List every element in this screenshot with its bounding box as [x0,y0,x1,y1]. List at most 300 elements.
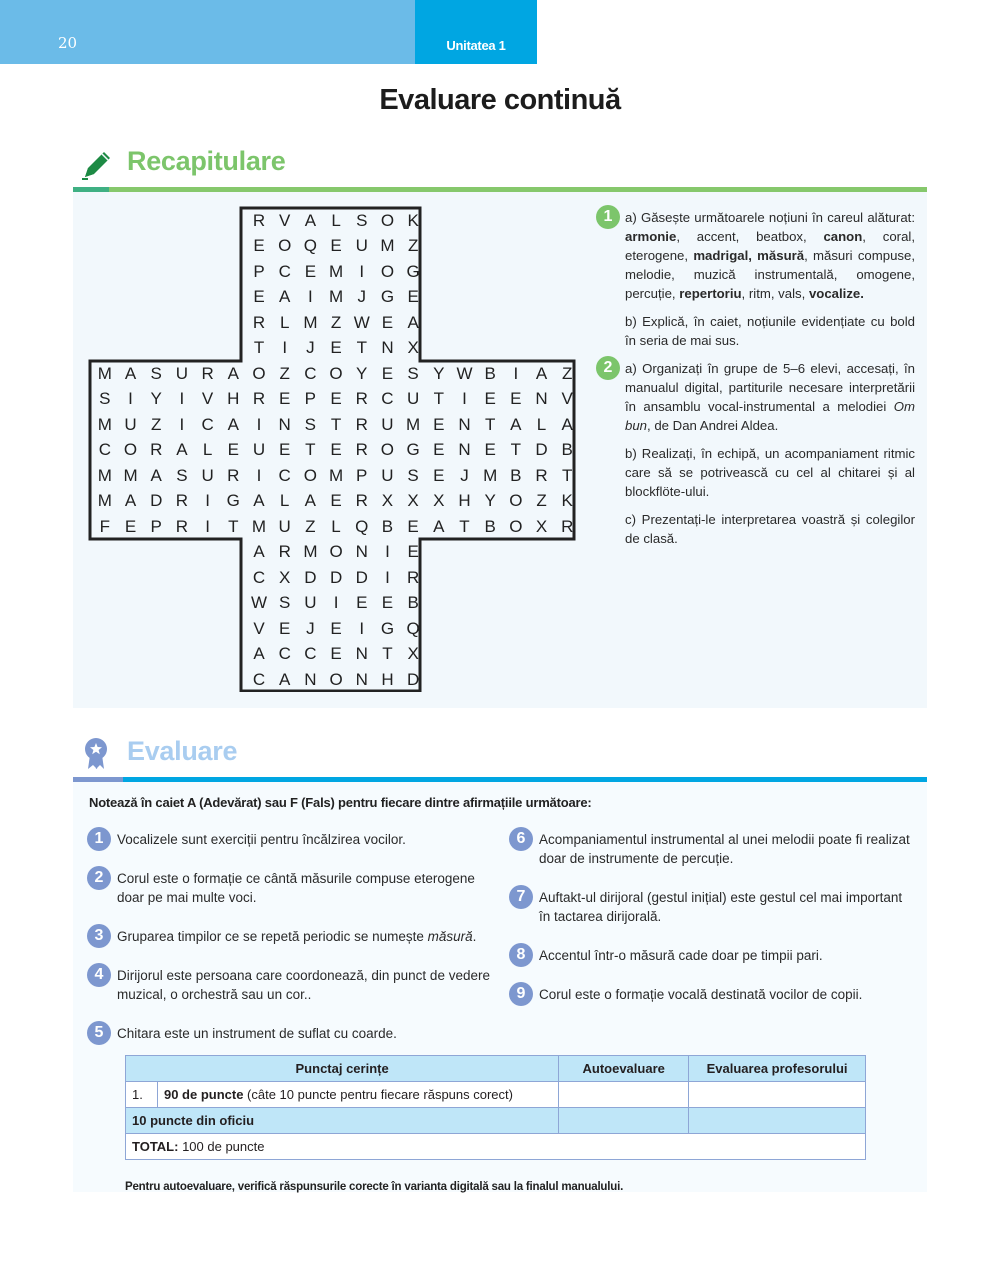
word-search-letter: V [279,210,291,230]
word-search-letter: S [304,414,317,434]
word-search-letter: A [253,491,265,511]
word-search-letter: A [176,440,188,460]
word-search-letter: O [329,669,343,689]
word-search-letter: Y [150,389,162,409]
word-search-letter: X [279,567,291,587]
task-number-badge: 2 [596,356,620,380]
word-search-letter: A [561,414,573,434]
word-search-letter: L [331,210,341,230]
word-search-letter: N [278,414,291,434]
word-search-letter: C [304,363,317,383]
word-search-letter: O [380,261,395,281]
word-search-letter: Z [536,491,547,511]
word-search-letter: A [124,491,137,511]
word-search-letter: G [380,618,395,638]
word-search-letter: M [123,465,138,485]
word-search-letter: A [150,465,162,485]
word-search-letter: G [226,491,240,511]
word-search-letter: E [330,236,342,256]
statement-number-badge: 7 [509,885,533,909]
statement-number-badge: 4 [87,963,111,987]
word-search-letter: P [150,516,162,536]
text-segment: , măsuri compuse, melodie, muzică instrumentală, omogene, percuție, [625,248,915,301]
statement-text [117,966,497,1004]
statement-number-badge: 3 [87,924,111,948]
word-search-letter: G [406,440,420,460]
word-search-letter: M [97,363,112,383]
task-part [625,312,915,350]
word-search-letter: O [509,516,523,536]
word-search-letter: M [97,491,112,511]
word-search-letter: Q [303,236,318,256]
text-segment: canon [823,229,863,244]
task-number-badge: 1 [596,205,620,229]
word-search-letter: D [329,567,343,587]
word-search-letter: I [359,261,365,281]
word-search-letter: K [407,210,419,230]
word-search-letter: H [227,389,240,409]
word-search-letter: E [484,389,496,409]
header-evaluarea-profesorului: Evaluarea profesorului [689,1056,866,1082]
word-search-row [92,361,580,387]
word-search-letter: A [407,312,419,332]
statement-text [539,985,917,1004]
total-label: TOTAL: [132,1139,179,1154]
word-search-letter: V [201,389,214,409]
statement-6 [509,830,917,868]
word-search-letter: I [256,465,262,485]
word-search-letter: S [407,465,419,485]
word-search-letter: D [535,440,548,460]
word-search-letter: I [282,338,288,358]
word-search-letter: R [355,414,368,434]
word-search-letter: C [252,567,266,587]
word-search-letter: T [253,338,265,358]
text-segment: Corul este o formație ce cântă măsurile compuse eterogene doar pe mai multe voci. [117,871,475,905]
word-search-letter: T [356,338,367,358]
word-search-letter: R [561,516,574,536]
statement-1 [87,830,497,849]
word-search-row [92,412,580,438]
word-search-letter: E [278,389,291,409]
word-search-letter: I [205,491,210,511]
statement-9 [509,985,917,1004]
word-search-letter: N [355,644,368,664]
word-search-row [92,438,580,464]
word-search-letter: E [253,287,265,307]
word-search-letter: W [456,363,473,383]
statement-text [539,946,917,965]
task-1 [593,208,915,350]
word-search-letter: O [380,210,395,230]
statement-3 [87,927,497,946]
word-search-letter: C [278,465,291,485]
word-search-letter: C [278,644,291,664]
score-table-header [126,1056,866,1082]
header-punctaj: Punctaj cerințe [126,1056,559,1082]
word-search-letter: J [357,287,367,307]
word-search-letter: T [228,516,239,536]
word-search-letter: E [304,261,317,281]
word-search-letter: E [124,516,137,536]
row-points [157,1082,558,1108]
word-search-letter: E [330,491,342,511]
word-search-letter: I [308,287,313,307]
word-search-letter: L [536,414,547,434]
word-search-letter: X [535,516,548,536]
word-search-row [246,642,426,668]
word-search-letter: I [205,516,210,536]
word-search-letter: L [279,491,290,511]
autoevaluare-cell[interactable] [559,1108,689,1134]
word-search-letter: R [355,491,368,511]
word-search-row [246,208,426,234]
word-search-row [246,234,426,260]
word-search-letter: M [97,414,112,434]
word-search-letter: E [381,363,394,383]
word-search-row [92,514,580,540]
word-search-letter: I [333,593,339,613]
word-search-letter: M [329,261,344,281]
recapitulare-tasks [593,208,915,557]
word-search-letter: M [303,312,318,332]
word-search-letter: A [304,210,317,230]
word-search-letter: E [279,618,291,638]
word-search-letter: U [278,516,291,536]
footnote: Pentru autoevaluare, verifică răspunsurile corecte în varianta digitală sau la finalul manualului. [125,1181,624,1193]
word-search-letter: H [458,491,471,511]
evaluare-section-header [73,732,927,782]
text-segment: Auftakt-ul dirijoral (gestul inițial) este gestul cel mai important în tactarea dirijorală. [539,890,903,924]
word-search-letter: A [304,491,317,511]
word-search-letter: R [355,389,368,409]
word-search-letter: R [252,389,266,409]
autoevaluare-cell[interactable] [559,1082,689,1108]
word-search-letter: N [381,338,394,358]
word-search-letter: L [279,312,290,332]
word-search-letter: Z [151,414,162,434]
word-search-letter: K [561,491,573,511]
word-search-letter: R [355,440,368,460]
word-search-letter: E [330,338,342,358]
word-search-letter: X [407,491,419,511]
word-search-letter: R [175,491,189,511]
word-search-letter: M [380,236,395,256]
task-2 [593,359,915,548]
word-search-letter: B [561,440,573,460]
word-search-letter: M [251,516,267,536]
word-search-letter: U [381,465,394,485]
word-search-letter: B [407,593,419,613]
word-search-letter: A [535,363,548,383]
word-search-letter: I [179,389,185,409]
word-search-letter: C [278,261,291,281]
word-search-letter: C [252,669,266,689]
table-row [126,1134,866,1160]
word-search-letter: X [407,338,419,358]
row-oficiu: 10 puncte din oficiu [126,1108,559,1134]
word-search-letter: A [124,363,137,383]
word-search-letter: C [98,440,111,460]
word-search-letter: N [535,389,548,409]
pencil-icon [79,146,113,180]
word-search-letter: U [201,465,214,485]
word-search-row [246,336,426,362]
word-search-letter: T [562,465,573,485]
word-search-letter: I [128,389,133,409]
word-search-letter: I [256,414,262,434]
word-search-letter: E [407,287,419,307]
word-search-letter: E [433,440,445,460]
word-search-letter: O [252,363,266,383]
word-search-letter: V [253,618,265,638]
word-search-letter: B [381,516,394,536]
word-search-letter: B [510,465,522,485]
word-search-letter: E [330,389,342,409]
word-search-letter: U [175,363,189,383]
text-segment: Vocalizele sunt exerciții pentru încălzirea vocilor. [117,832,406,847]
text-segment: a) Organizați în grupe de 5–6 elevi, accesați, în manualul digital, partiturile necesare interpretării în ansamblu vocal-instrumental a melodiei [625,361,915,414]
text-segment: Corul este o formație vocală destinată vocilor de copii. [539,987,863,1002]
evaluare-instruction: Notează în caiet A (Adevărat) sau F (Fals) pentru fiecare dintre afirmațiile următoare: [89,795,592,810]
word-search-letter: A [227,414,239,434]
word-search-letter: F [99,516,111,536]
word-search-letter: Z [279,363,290,383]
word-search-letter: R [201,363,214,383]
word-search-letter: N [355,542,368,562]
row-total [126,1134,866,1160]
text-segment: Dirijorul este persoana care coordonează, din punct de vedere muzical, o orchestră sau un cor.. [117,968,490,1002]
word-search-letter: M [329,287,344,307]
word-search-letter: M [303,542,318,562]
word-search-letter: W [251,593,268,613]
word-search-letter: X [381,491,394,511]
header-autoevaluare: Autoevaluare [559,1056,689,1082]
word-search-letter: E [433,414,445,434]
word-search-letter: E [227,440,239,460]
statement-number-badge: 6 [509,827,533,851]
word-search-row [246,540,426,566]
statement-text [117,830,497,849]
word-search-letter: D [304,567,317,587]
word-search-letter: I [513,363,519,383]
word-search-letter: U [304,593,317,613]
word-search-letter: E [407,516,419,536]
word-search-letter: G [406,261,420,281]
word-search-letter: Y [356,363,368,383]
word-search-letter: A [253,644,265,664]
text-segment: , de Dan Andrei Aldea. [647,418,779,433]
text-segment: , accent, beatbox, [676,229,824,244]
word-search-letter: T [330,414,342,434]
text-segment: Accentul într-o măsură cade doar pe timpii pari. [539,948,823,963]
word-search-letter: H [381,669,394,689]
statement-number-badge: 8 [509,943,533,967]
text-segment: Chitara este un instrument de suflat cu coarde. [117,1026,397,1041]
word-search-letter: E [330,440,342,460]
word-search-row [246,616,426,642]
evaluare-panel [73,782,927,1192]
word-search-letter: O [278,236,292,256]
word-search-letter: T [510,440,522,460]
profesor-cell[interactable] [689,1108,866,1134]
word-search-letter: S [99,389,111,409]
word-search-row [246,591,426,617]
word-search-letter: T [305,440,316,460]
task-part [625,359,915,435]
word-search-letter: B [484,363,496,383]
word-search-letter: S [407,363,419,383]
word-search-letter: A [253,542,265,562]
word-search-letter: Y [484,491,496,511]
word-search-row [246,565,426,591]
text-segment: vocalize. [808,286,864,301]
word-search-letter: L [202,440,213,460]
text-segment: a) Găsește următoarele noțiuni în careul alăturat: [625,210,915,225]
word-search-letter: E [278,440,291,460]
word-search-letter: Q [355,516,369,536]
word-search-letter: R [150,440,163,460]
word-search-letter: N [355,669,368,689]
word-search-letter: C [304,644,317,664]
word-search-letter: V [561,389,573,409]
statement-4 [87,966,497,1004]
statement-text [117,869,497,907]
word-search-letter: O [329,542,343,562]
unit-label: Unitatea 1 [446,38,506,53]
word-search-row [92,489,580,515]
word-search-letter: U [381,414,394,434]
statement-7 [509,888,917,926]
word-search-letter: N [458,440,471,460]
word-search-letter: E [381,593,394,613]
word-search-letter: I [385,542,390,562]
statement-number-badge: 1 [87,827,111,851]
word-search-letter: O [123,440,138,460]
word-search-letter: O [380,440,395,460]
evaluare-title: Evaluare [127,736,238,766]
word-search-row [246,667,426,693]
word-search-letter: Y [433,363,445,383]
word-search-letter: R [535,465,548,485]
word-search-letter: Z [305,516,316,536]
word-search-row [246,285,426,311]
recapitulare-section-header [73,142,927,192]
word-search-letter: J [460,465,469,485]
word-search-letter: U [124,414,137,434]
word-search-letter: I [179,414,185,434]
word-search-letter: S [176,465,188,485]
word-search-letter: E [356,593,368,613]
word-search-letter: I [385,567,390,587]
word-search-letter: T [484,414,496,434]
word-search-letter: Z [407,236,419,256]
text-segment: măsură [427,929,473,944]
word-search-letter: E [330,618,342,638]
table-row [126,1082,866,1108]
text-segment: . [472,929,477,944]
row-index: 1. [126,1082,158,1108]
word-search-letter: X [433,491,445,511]
row-points-bold: 90 de puncte [163,1087,244,1102]
word-search-letter: N [458,414,471,434]
recapitulare-panel [73,192,927,708]
word-search-letter: A [279,287,291,307]
word-search-letter: N [304,669,317,689]
word-search-letter: O [509,491,523,511]
word-search-letter: S [356,210,368,230]
word-search-letter: R [252,312,266,332]
word-search-letter: D [407,669,420,689]
word-search-letter: M [483,465,498,485]
profesor-cell[interactable] [689,1082,866,1108]
word-search-letter: M [406,414,421,434]
word-search-row [246,310,426,336]
word-search-letter: A [510,414,522,434]
word-search-letter: P [253,261,265,281]
text-segment: , coral, eterogene, [625,229,915,263]
statement-number-badge: 5 [87,1021,111,1045]
word-search-letter: U [406,389,420,409]
word-search-letter: A [279,669,291,689]
word-search-letter: U [252,440,266,460]
word-search-letter: W [353,312,370,332]
word-search-letter: Q [406,618,420,638]
task-part [625,208,915,303]
word-search-letter: E [433,465,445,485]
word-search-row [246,259,426,285]
word-search-letter: U [355,236,368,256]
word-search-letter: J [306,338,315,358]
word-search-letter: S [150,363,162,383]
text-segment: madrigal, măsură [693,248,805,263]
text-segment: armonie [625,229,677,244]
task-part [625,510,915,548]
word-search-letter: J [306,618,315,638]
word-search-letter: A [227,363,239,383]
page-number: 20 [58,34,78,52]
text-segment: b) Explică, în caiet, noțiunile evidențiate cu bold în seria de mai sus. [625,314,915,348]
word-search-letter: C [201,414,214,434]
word-search-letter: R [278,542,291,562]
statement-2 [87,869,497,907]
page-title: Evaluare continuă [379,84,621,116]
word-search-letter: M [97,465,112,485]
word-search-letter: R [227,465,240,485]
unit-tab [415,0,537,64]
word-search-letter: E [381,312,394,332]
word-search-letter: T [459,516,470,536]
word-search-letter: R [407,567,420,587]
award-ribbon-icon [79,736,113,770]
statement-8 [509,946,917,965]
word-search-letter: E [330,644,342,664]
word-search-letter: R [252,210,266,230]
word-search-letter: X [407,644,419,664]
word-search-letter: R [175,516,189,536]
word-search-letter: P [304,389,317,409]
word-search-letter: T [433,389,444,409]
statement-text [117,1024,497,1043]
word-search-letter: P [356,465,368,485]
word-search-letter: O [329,363,343,383]
word-search-letter: D [150,491,163,511]
word-search-letter: E [407,542,419,562]
recapitulare-title: Recapitulare [127,146,286,176]
statement-text [117,927,497,946]
word-search-letter: A [433,516,445,536]
text-segment: Om bun [625,399,915,433]
